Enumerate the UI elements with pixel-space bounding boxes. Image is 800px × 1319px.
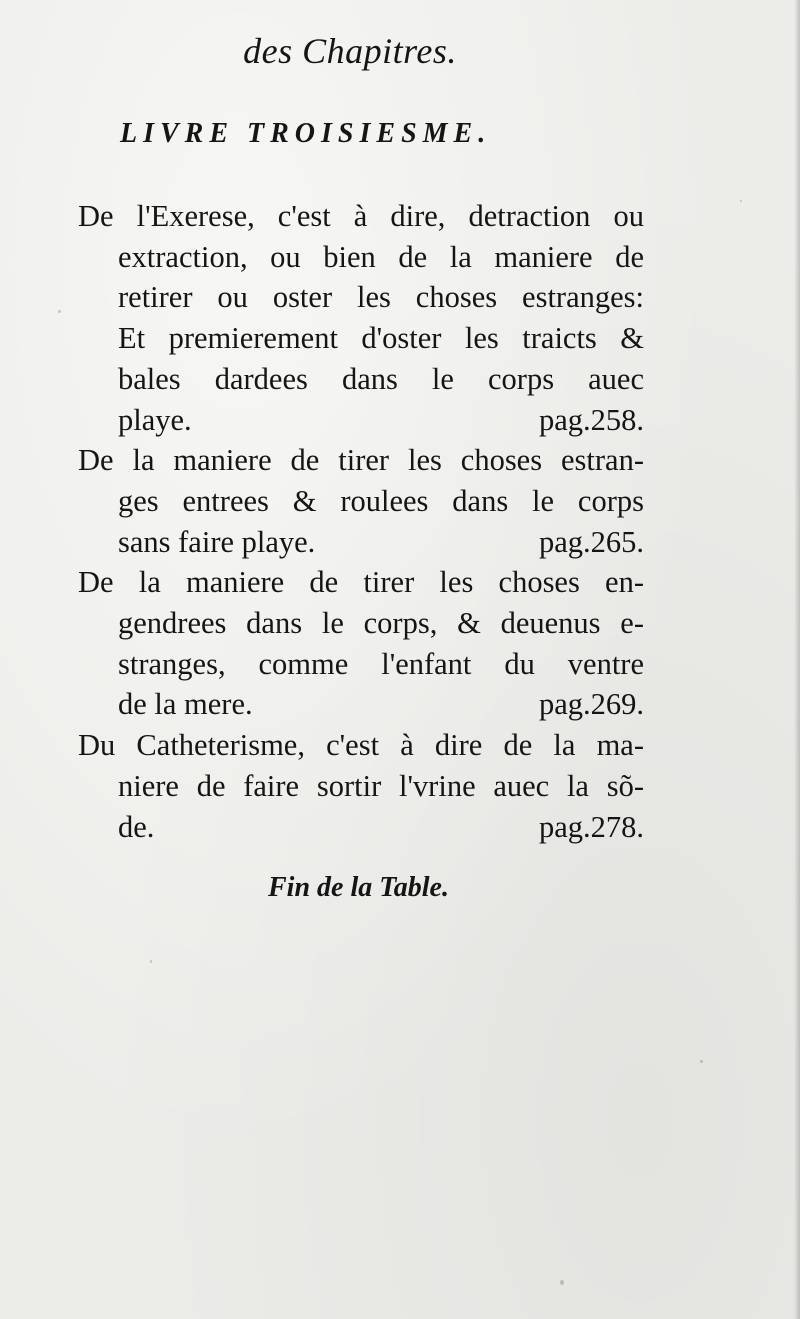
entry-line: ges entrees & roulees dans le corps: [118, 483, 644, 518]
entry-line: bales dardees dans le corps auec: [118, 361, 644, 396]
section-title: LIVRE TROISIESME.: [120, 118, 492, 149]
entry-line: stranges, comme l'enfant du ventre: [118, 646, 644, 681]
entry-line: sans faire playe.: [118, 524, 316, 559]
entry-last-line: [78, 522, 644, 563]
page-reference: pag.265.: [538, 524, 644, 559]
paper-speck: [58, 310, 61, 313]
entry-last-line: [78, 807, 644, 848]
toc-entry: [78, 196, 644, 440]
paper-speck: [740, 200, 742, 202]
entry-line: playe.: [118, 402, 192, 437]
entry-last-line: [78, 400, 644, 441]
toc-entry: [78, 725, 644, 847]
paper-speck: [700, 1060, 703, 1063]
page-reference: pag.258.: [538, 402, 644, 437]
entry-line: retirer ou oster les choses estranges:: [118, 280, 644, 315]
paper-speck: [560, 1280, 564, 1285]
table-of-contents: [78, 196, 644, 847]
toc-entry: [78, 562, 644, 725]
page-reference: pag.269.: [538, 687, 644, 722]
page-reference: pag.278.: [538, 809, 644, 844]
running-head: des Chapitres.: [243, 31, 457, 71]
entry-line: de.: [118, 809, 155, 844]
entry-line: De l'Exerese, c'est à dire, detraction ou: [78, 199, 644, 233]
paper-speck: [150, 960, 152, 963]
entry-line: Et premierement d'oster les traicts &: [118, 321, 644, 356]
entry-line: Du Catheterisme, c'est à dire de la ma-: [78, 728, 644, 763]
entry-line: de la mere.: [118, 687, 253, 722]
entry-last-line: [78, 684, 644, 725]
entry-line: De la maniere de tirer les choses estran-: [78, 443, 644, 478]
colophon: Fin de la Table.: [268, 872, 449, 903]
entry-line: gendrees dans le corps, & deuenus e-: [118, 606, 644, 641]
entry-line: niere de faire sortir l'vrine auec la sõ-: [118, 768, 644, 803]
entry-line: De la maniere de tirer les choses en-: [78, 565, 644, 600]
page-edge-shadow: [794, 0, 800, 1319]
entry-line: extraction, ou bien de la maniere de: [118, 239, 644, 274]
toc-entry: [78, 440, 644, 562]
